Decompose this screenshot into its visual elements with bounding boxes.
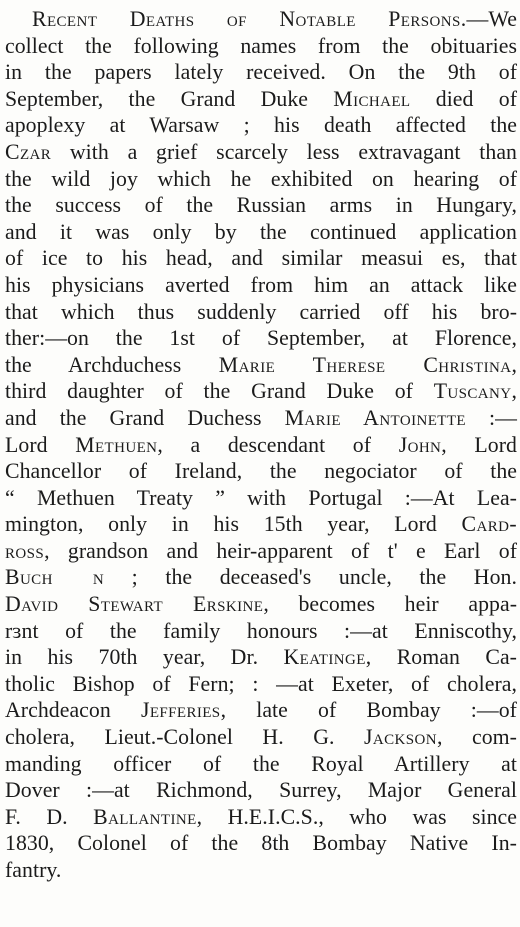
article-text-line bbox=[5, 485, 517, 512]
text-run: , a descendant of bbox=[157, 432, 399, 457]
text-run: in the papers lately received. On the 9th of bbox=[5, 60, 517, 85]
text-run: his physicians averted from him an attack like bbox=[5, 272, 517, 297]
article-text-line bbox=[5, 724, 517, 751]
small-caps-name: ross bbox=[5, 538, 45, 563]
small-caps-name: Card- bbox=[461, 512, 517, 537]
text-run: , com- bbox=[437, 725, 517, 750]
article-text-line bbox=[5, 33, 517, 60]
small-caps-name: Marie Antoinette bbox=[284, 405, 466, 430]
article-text-line bbox=[5, 618, 517, 645]
obituary-article bbox=[5, 6, 517, 884]
small-caps-name: John bbox=[398, 432, 442, 457]
text-run: Lord bbox=[5, 432, 76, 457]
text-run: and it was only by the continued application bbox=[5, 219, 517, 244]
text-run: “ Methuen Treaty ” with Portugal :—At Lea- bbox=[5, 485, 517, 510]
small-caps-name: Marie Therese Christina bbox=[218, 352, 512, 377]
text-run: , becomes heir appa- bbox=[263, 592, 517, 617]
text-run: tholic Bishop of Fern; : —at Exeter, of cholera, bbox=[5, 671, 517, 696]
small-caps-name: Jefferies bbox=[140, 698, 221, 723]
article-text-line bbox=[5, 830, 517, 857]
article-text-line bbox=[5, 857, 517, 884]
small-caps-name: Methuen bbox=[75, 432, 158, 457]
article-text-line bbox=[5, 139, 517, 166]
small-caps-name: Tuscany bbox=[433, 379, 512, 404]
text-run: —We bbox=[466, 7, 517, 31]
article-text-line bbox=[5, 644, 517, 671]
article-text-line bbox=[5, 192, 517, 219]
text-run: , Roman Ca- bbox=[365, 645, 517, 670]
text-run: , bbox=[511, 379, 517, 404]
article-text-line bbox=[5, 591, 517, 618]
article-text-line bbox=[5, 564, 517, 591]
text-run: Chancellor of Ireland, the negociator of the bbox=[5, 459, 517, 484]
article-text-line bbox=[5, 777, 517, 804]
small-caps-name: David Stewart Erskine bbox=[5, 592, 264, 617]
text-run: that which thus suddenly carried off his bro- bbox=[5, 299, 517, 324]
article-text-line bbox=[5, 245, 517, 272]
text-run: , Lord bbox=[441, 432, 517, 457]
article-text-line bbox=[5, 272, 517, 299]
text-run: with a grief scarcely less extravagant than bbox=[51, 139, 517, 164]
small-caps-name: Michael bbox=[333, 86, 411, 111]
article-text-line bbox=[5, 511, 517, 538]
small-caps-name: Recent Deaths of Notable Persons. bbox=[32, 7, 467, 31]
text-run: September, the Grand Duke bbox=[5, 86, 334, 111]
text-run: third daughter of the Grand Duke of bbox=[5, 379, 434, 404]
text-run: apoplexy at Warsaw ; his death affected the bbox=[5, 113, 517, 138]
text-run: the wild joy which he exhibited on hearing of bbox=[5, 166, 517, 191]
small-caps-name: Jackson bbox=[364, 725, 437, 750]
text-run: , bbox=[511, 352, 517, 377]
article-text-line bbox=[5, 671, 517, 698]
text-run: , late of Bombay :—of bbox=[220, 698, 517, 723]
article-text-line bbox=[5, 86, 517, 113]
article-text-line bbox=[5, 458, 517, 485]
text-run: Dover :—at Richmond, Surrey, Major General bbox=[5, 778, 517, 803]
article-text-line bbox=[5, 378, 517, 405]
text-run: ther:—on the 1st of September, at Florence, bbox=[5, 326, 517, 351]
text-run: and the Grand Duchess bbox=[5, 405, 285, 430]
text-run: the Archduchess bbox=[5, 352, 219, 377]
text-run: F. D. bbox=[5, 804, 94, 829]
text-run: manding officer of the Royal Artillery at bbox=[5, 751, 517, 776]
text-run: 1830, Colonel of the 8th Bombay Native In- bbox=[5, 831, 517, 856]
article-text-line bbox=[5, 751, 517, 778]
article-text-line bbox=[5, 112, 517, 139]
small-caps-name: Keatinge bbox=[283, 645, 366, 670]
text-run: of ice to his head, and similar measui es, that bbox=[5, 246, 517, 271]
small-caps-name: Czar bbox=[5, 139, 52, 164]
article-text-line bbox=[5, 219, 517, 246]
article-text-line bbox=[5, 325, 517, 352]
text-run: , grandson and heir-apparent of t' e Earl of bbox=[44, 538, 517, 563]
article-text-line bbox=[5, 697, 517, 724]
text-run: in his 70th year, Dr. bbox=[5, 645, 284, 670]
text-run: fantry. bbox=[5, 858, 62, 882]
small-caps-name: Ballantine bbox=[93, 804, 197, 829]
article-text-line bbox=[5, 804, 517, 831]
article-heading-line bbox=[5, 6, 517, 33]
text-run: the success of the Russian arms in Hungary, bbox=[5, 193, 517, 218]
article-text-line bbox=[5, 405, 517, 432]
small-caps-name: Buch ɪn bbox=[5, 565, 105, 590]
text-run: rɜnt of the family honours :—at Enniscothy, bbox=[5, 618, 517, 643]
text-run: , H.E.I.C.S., who was since bbox=[196, 804, 517, 829]
text-run: Archdeacon bbox=[5, 698, 141, 723]
article-text-line bbox=[5, 432, 517, 459]
text-run: died of bbox=[410, 86, 517, 111]
text-run: mington, only in his 15th year, Lord bbox=[5, 512, 462, 537]
text-run: collect the following names from the obituaries bbox=[5, 33, 517, 58]
article-text-line bbox=[5, 299, 517, 326]
article-text-line bbox=[5, 59, 517, 86]
text-run: cholera, Lieut.-Colonel H. G. bbox=[5, 725, 365, 750]
article-text-line bbox=[5, 538, 517, 565]
article-text-line bbox=[5, 352, 517, 379]
text-run: :— bbox=[465, 405, 517, 430]
article-text-line bbox=[5, 166, 517, 193]
text-run: ; the deceased's uncle, the Hon. bbox=[104, 565, 517, 590]
